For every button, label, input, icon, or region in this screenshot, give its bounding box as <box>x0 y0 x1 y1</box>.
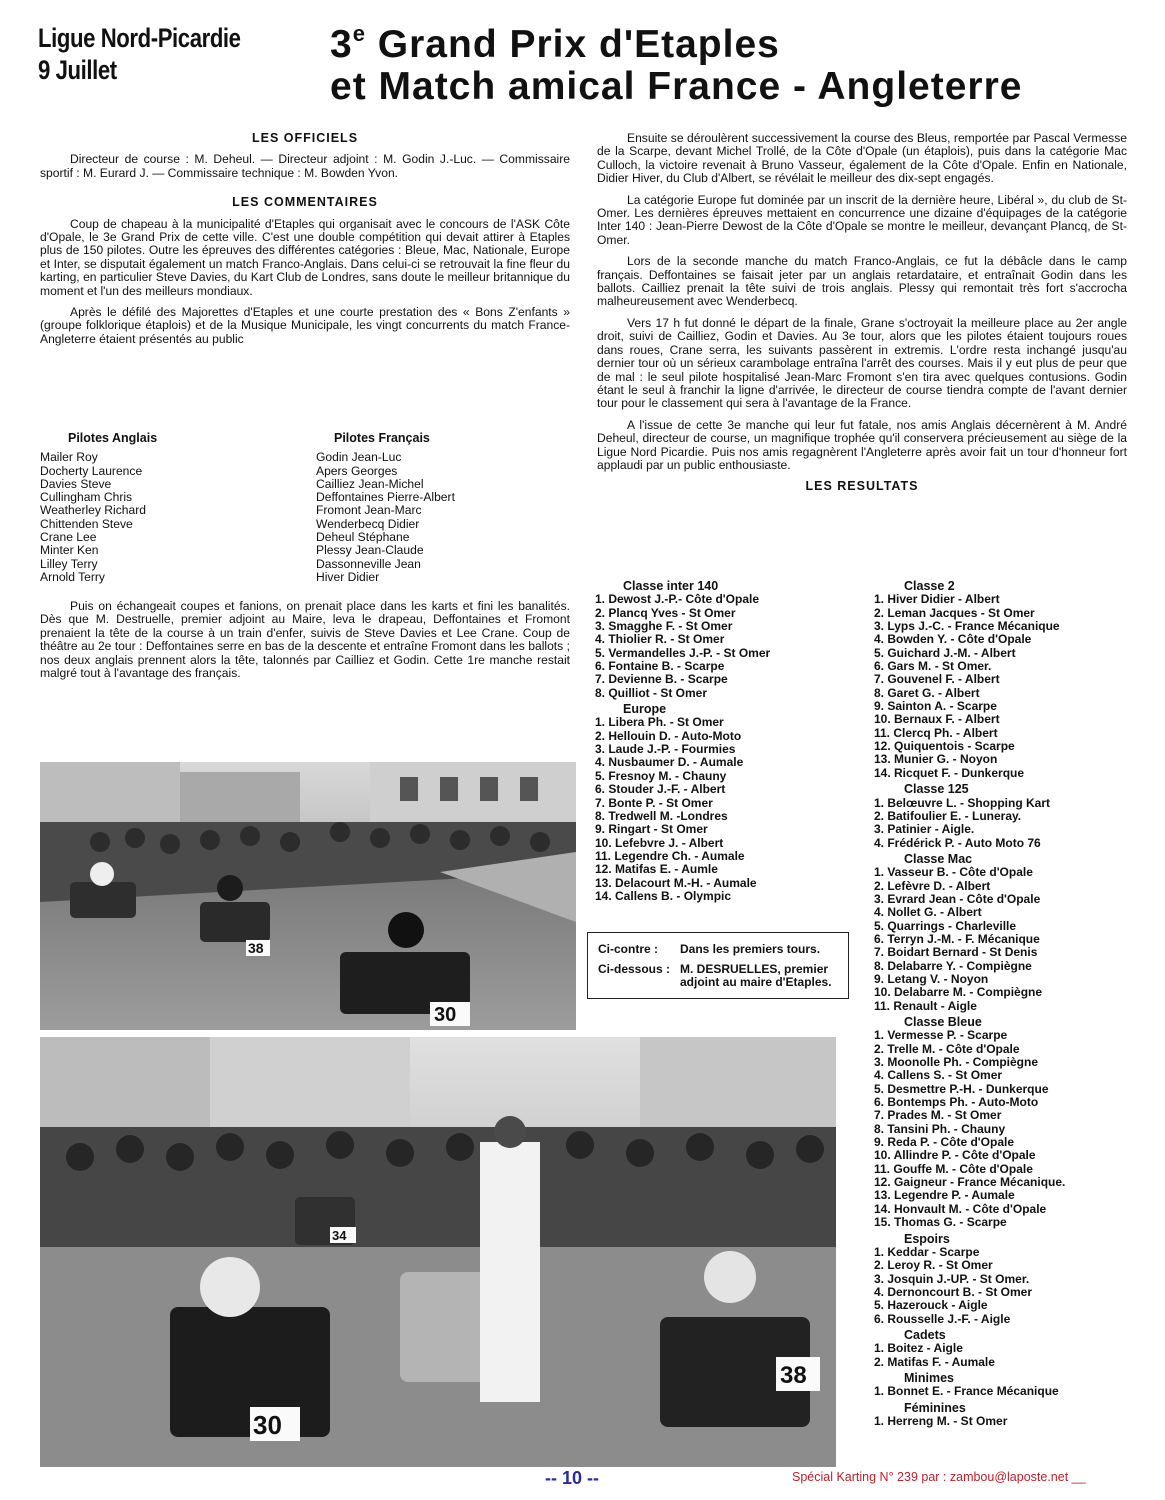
caption-label-1: Ci-contre : <box>598 942 658 956</box>
results-row: 6. Bontemps Ph. - Auto-Moto <box>874 1095 1039 1110</box>
results-row: 5. Guichard J.-M. - Albert <box>874 645 1016 660</box>
officials-text: Directeur de course : M. Deheul. — Directeur adjoint : M. Godin J.-Luc. — Commissaire sportif : M. Eurard J. — Commissaire technique : M. Bowden Yvon. <box>40 152 570 180</box>
english-heading: Pilotes Anglais <box>68 431 158 445</box>
comments-p3-block <box>40 600 570 688</box>
results-class-title: Classe Bleue <box>904 1015 982 1029</box>
french-pilot-item: Cailliez Jean-Michel <box>316 476 424 491</box>
footer-credit: Spécial Karting N° 239 par : zambou@laposte.net __ <box>792 1470 1086 1484</box>
results-row: 2. Batifoulier E. - Luneray. <box>874 808 1022 823</box>
english-pilot-item: Weatherley Richard <box>40 503 146 518</box>
english-pilot-item: Minter Ken <box>40 543 99 558</box>
results-row: 4. Nusbaumer D. - Aumale <box>595 755 744 770</box>
results-row: 8. Tansini Ph. - Chauny <box>874 1121 1006 1136</box>
results-row: 12. Quiquentois - Scarpe <box>874 739 1015 754</box>
results-row: 1. Hiver Didier - Albert <box>874 592 1000 607</box>
results-row: 9. Sainton A. - Scarpe <box>874 699 997 714</box>
right-column <box>597 132 1127 502</box>
results-row: 13. Munier G. - Noyon <box>874 752 998 767</box>
results-row: 5. Desmettre P.-H. - Dunkerque <box>874 1081 1049 1096</box>
french-pilot-item: Wenderbecq Didier <box>316 516 420 531</box>
kart-number-38-bottom: 38 <box>780 1362 807 1389</box>
results-row: 3. Patinier - Aigle. <box>874 822 975 837</box>
results-row: 3. Evrard Jean - Côte d'Opale <box>874 891 1041 906</box>
results-row: 10. Bernaux F. - Albert <box>874 712 1000 727</box>
results-row: 4. Thiolier R. - St Omer <box>595 632 725 647</box>
results-row: 6. Fontaine B. - Scarpe <box>595 659 725 674</box>
article-title <box>330 21 1023 108</box>
results-row: 13. Legendre P. - Aumale <box>874 1188 1015 1203</box>
french-pilot-item: Deffontaines Pierre-Albert <box>316 490 455 505</box>
results-class-title: Europe <box>623 702 667 717</box>
results-row: 2. Lefèvre D. - Albert <box>874 878 991 893</box>
results-row: 8. Delabarre Y. - Compiègne <box>874 958 1032 973</box>
photo-first-laps-image <box>40 762 576 1030</box>
right-p5: A l'issue de cette 3e manche qui leur fut fatale, nos amis Anglais décernèrent à M. André Deheul, directeur de course, un magnifique trophée qu'il conservera précieusement au siège de la Ligue Nord Picardie. Puis nos amis regagnèrent l'Angleterre après avoir fait un tour d'honneur fort applaudi par un public enthousiaste. <box>597 417 1127 472</box>
english-list <box>40 451 300 584</box>
results-row: 1. Libera Ph. - St Omer <box>595 715 724 730</box>
results-row: 6. Stouder J.-F. - Albert <box>595 782 726 797</box>
results-left <box>595 578 855 903</box>
results-row: 3. Josquin J.-UP. - St Omer. <box>874 1271 1030 1286</box>
results-row: 2. Leman Jacques - St Omer <box>874 605 1035 620</box>
results-row: 1. Vasseur B. - Côte d'Opale <box>874 865 1033 880</box>
results-row: 2. Plancq Yves - St Omer <box>595 605 736 620</box>
english-pilot-item: Mailer Roy <box>40 450 98 465</box>
results-row: 1. Boitez - Aigle <box>874 1341 963 1356</box>
right-p2: La catégorie Europe fut dominée par un inscrit de la dernière heure, Libéral », du club de St-Omer. Les dernières épreuves mettaient en concurrence une dizaine d'équipages de la catégorie Inter 140 : Jean-Pierre Dewost de la Côte d'Opale se montre le meilleur, devançant Plancq, de St-Omer. <box>597 192 1127 247</box>
results-row: 14. Ricquet F. - Dunkerque <box>874 765 1025 780</box>
french-pilot-item: Apers Georges <box>316 463 398 478</box>
french-pilot-item: Plessy Jean-Claude <box>316 543 424 558</box>
right-p1: Ensuite se déroulèrent successivement la course des Bleus, remportée par Pascal Vermesse de la Scarpe, devant Michel Trollé, de la Côte d'Opale (un étaplois), puis dans la catégorie Mac Culloch, la victoire revenait à Bruno Vasseur, également de la Côte d'Opale. Enfin en Nationale, Didier Hiver, du Club d'Albert, se révélait le meilleur des dix-sept engagés. <box>597 131 1127 186</box>
results-class-title: Espoirs <box>904 1231 950 1246</box>
results-row: 1. Herreng M. - St Omer <box>874 1413 1008 1428</box>
results-row: 9. Reda P. - Côte d'Opale <box>874 1135 1015 1150</box>
results-row: 4. Bowden Y. - Côte d'Opale <box>874 632 1032 647</box>
event-date: 9 Juillet <box>38 55 117 85</box>
left-column <box>40 132 570 354</box>
results-row: 2. Leroy R. - St Omer <box>874 1258 993 1273</box>
results-row: 12. Matifas E. - Aumle <box>595 862 718 877</box>
results-row: 11. Clercq Ph. - Albert <box>874 725 998 740</box>
title-line2: et Match amical France - Angleterre <box>330 65 1023 108</box>
results-class-title: Classe inter 140 <box>623 579 719 593</box>
results-class-title: Cadets <box>904 1327 946 1342</box>
results-class-title: Minimes <box>904 1370 955 1385</box>
results-row: 5. Hazerouck - Aigle <box>874 1298 988 1313</box>
french-pilots <box>316 432 576 584</box>
results-heading: LES RESULTATS <box>805 479 919 494</box>
results-row: 7. Devienne B. - Scarpe <box>595 672 728 687</box>
results-row: 5. Quarrings - Charleville <box>874 918 1017 933</box>
kart-number-38: 38 <box>248 940 264 956</box>
english-pilot-item: Cullingham Chris <box>40 490 133 505</box>
results-row: 2. Trelle M. - Côte d'Opale <box>874 1041 1020 1056</box>
results-row: 1. Keddar - Scarpe <box>874 1244 980 1259</box>
caption-text-1: Dans les premiers tours. <box>680 942 821 956</box>
comments-p2: Après le défilé des Majorettes d'Etaples et une courte prestation des « Bons Z'enfants » (groupe folklorique étaplois) et de la Musique Municipale, les vingt concurrents du match France-Angleterre étaient présentés au public <box>40 305 570 346</box>
results-row: 3. Smagghe F. - St Omer <box>595 619 733 634</box>
results-row: 5. Fresnoy M. - Chauny <box>595 768 727 783</box>
kart-number-34: 34 <box>332 1228 347 1243</box>
right-p3: Lors de la seconde manche du match Franco-Anglais, ce fut la débâcle dans le camp français. Deffontaines se faisait jeter par un anglais retardataire, et entraînait Godin dans les ballots. Cailliez prenait la tête suivi de trois anglais. Plessy qui remontait très fort s'accrocha malheureusement avec Wenderbecq. <box>597 254 1127 309</box>
results-row: 9. Ringart - St Omer <box>595 822 708 837</box>
results-row: 7. Gouvenel F. - Albert <box>874 672 1000 687</box>
results-class-title: Féminines <box>904 1400 966 1415</box>
results-row: 15. Thomas G. - Scarpe <box>874 1215 1007 1230</box>
results-row: 1. Dewost J.-P.- Côte d'Opale <box>595 592 760 607</box>
photo-first-laps <box>40 762 576 1030</box>
french-heading: Pilotes Français <box>334 431 430 445</box>
officials-heading: LES OFFICIELS <box>251 131 359 145</box>
results-row: 10. Delabarre M. - Compiègne <box>874 985 1043 1000</box>
title-sup: e <box>352 21 366 46</box>
french-list <box>316 451 576 584</box>
results-row: 2. Hellouin D. - Auto-Moto <box>595 728 742 743</box>
french-pilot-item: Fromont Jean-Marc <box>316 503 422 518</box>
results-row: 3. Laude J.-P. - Fourmies <box>595 742 736 757</box>
english-pilot-item: Davies Steve <box>40 476 112 491</box>
results-row: 4. Dernoncourt B. - St Omer <box>874 1284 1033 1299</box>
results-right <box>868 578 1133 1428</box>
french-pilot-item: Godin Jean-Luc <box>316 450 402 465</box>
results-row: 3. Moonolle Ph. - Compiègne <box>874 1055 1039 1070</box>
comments-p1: Coup de chapeau à la municipalité d'Etaples qui organisait avec le concours de l'ASK Côte d'Opale, le 3e Grand Prix de cette ville. C'est une double compétition qui devait attirer à Etaples plus de 150 pilotes. Outre les épreuves des différentes catégories : Bleue, Mac, Nationale, Europe et Inter, se disputait également un match Franco-Anglais. Dans celui-ci se retrouvait la fine fleur du karting, en particulier Steve Davies, du Kart Club de Londres, sans doute le meilleur britannique du moment et l'un des meilleurs mondiaux. <box>40 216 570 298</box>
results-row: 12. Gaigneur - France Mécanique. <box>874 1175 1066 1190</box>
english-pilot-item: Arnold Terry <box>40 569 105 584</box>
photo-caption <box>587 932 849 999</box>
results-row: 3. Lyps J.-C. - France Mécanique <box>874 619 1060 634</box>
results-row: 14. Callens B. - Olympic <box>595 888 732 903</box>
results-row: 6. Gars M. - St Omer. <box>874 659 992 674</box>
results-row: 6. Rousselle J.-F. - Aigle <box>874 1311 1011 1326</box>
english-pilots <box>40 432 300 584</box>
results-row: 10. Lefebvre J. - Albert <box>595 835 724 850</box>
results-row: 1. Bonnet E. - France Mécanique <box>874 1384 1059 1399</box>
results-row: 4. Nollet G. - Albert <box>874 905 982 920</box>
kart-number-30: 30 <box>434 1004 457 1026</box>
results-row: 8. Tredwell M. -Londres <box>595 808 728 823</box>
title-num: 3 <box>330 23 353 66</box>
caption-label-2: Ci-dessous : <box>598 961 671 976</box>
comments-p3: Puis on échangeait coupes et fanions, on prenait place dans les karts et fini les banalités. Dès que M. Destruelle, premier adjoint au Maire, leva le drapeau, Deffontaines et Fromont prenaient la tête de la course à un train d'enfer, suivis de Steve Davies et Lee Crane. Coup de théâtre au 2e tour : Deffontaines serre en bas de la descente et entraîne Fromont dans les ballots ; nos deux anglais prennent alors la tête, talonnés par Cailliez et Godin. Cette 1re manche restait malgré tout à l'avantage des français. <box>40 599 570 681</box>
results-row: 11. Legendre Ch. - Aumale <box>595 848 745 863</box>
results-row: 4. Callens S. - St Omer <box>874 1068 1003 1083</box>
photo-desruelles-image <box>40 1037 836 1467</box>
kart-number-30-bottom: 30 <box>253 1410 282 1440</box>
results-class-title: Classe Mac <box>904 851 973 866</box>
caption-text-2: M. DESRUELLES, premier adjoint au maire d'Etaples. <box>680 961 832 989</box>
french-pilot-item: Deheul Stéphane <box>316 530 410 545</box>
results-row: 1. Vermesse P. - Scarpe <box>874 1028 1008 1043</box>
results-row: 7. Bonte P. - St Omer <box>595 795 713 810</box>
comments-heading: LES COMMENTAIRES <box>232 195 378 210</box>
results-row: 11. Renault - Aigle <box>874 998 977 1013</box>
results-row: 1. Belœuvre L. - Shopping Kart <box>874 795 1051 810</box>
results-row: 11. Gouffe M. - Côte d'Opale <box>874 1161 1033 1176</box>
english-pilot-item: Crane Lee <box>40 530 97 545</box>
title-line1: Grand Prix d'Etaples <box>365 23 780 66</box>
results-class-title: Classe 2 <box>904 579 955 593</box>
french-pilot-item: Hiver Didier <box>316 569 380 584</box>
english-pilot-item: Docherty Laurence <box>40 463 143 478</box>
results-row: 7. Boidart Bernard - St Denis <box>874 945 1038 960</box>
page-number: -- 10 -- <box>545 1468 599 1488</box>
league-name: Ligue Nord-Picardie <box>38 23 241 53</box>
results-row: 8. Quilliot - St Omer <box>595 685 708 700</box>
results-class-title: Classe 125 <box>904 782 969 797</box>
english-pilot-item: Chittenden Steve <box>40 516 133 531</box>
results-row: 8. Garet G. - Albert <box>874 685 980 700</box>
french-pilot-item: Dassonneville Jean <box>316 556 421 571</box>
league-label <box>38 22 241 86</box>
results-row: 6. Terryn J.-M. - F. Mécanique <box>874 931 1040 946</box>
results-row: 4. Frédérick P. - Auto Moto 76 <box>874 835 1041 850</box>
results-row: 10. Allindre P. - Côte d'Opale <box>874 1148 1036 1163</box>
photo-desruelles <box>40 1037 836 1467</box>
results-row: 13. Delacourt M.-H. - Aumale <box>595 875 757 890</box>
results-row: 7. Prades M. - St Omer <box>874 1108 1002 1123</box>
english-pilot-item: Lilley Terry <box>40 556 98 571</box>
results-row: 9. Letang V. - Noyon <box>874 971 989 986</box>
results-row: 2. Matifas F. - Aumale <box>874 1354 995 1369</box>
results-row: 14. Honvault M. - Côte d'Opale <box>874 1201 1047 1216</box>
right-p4: Vers 17 h fut donné le départ de la finale, Grane s'octroyait la meilleure place au 2er angle droit, suivi de Cailliez, Godin et Davies. Au 3e tour, alors que les pilotes étaient toujours roues dans roues, Crane serra, les suivants passèrent in extremis. L'ordre resta inchangé jusqu'au dernier tour où un sérieux carambolage entraîna l'arrêt des courses. Mais il y eut plus de peur que de mal : le seul pilote hospitalisé Jean-Marc Fromont s'en tira avec quelques contusions. Godin étant le seul à franchir la ligne d'arrivée, le directeur de course tiendra compte de l'avant dernier tour pour le classement qui sera à l'avantage de la France. <box>597 315 1127 411</box>
results-row: 5. Vermandelles J.-P. - St Omer <box>595 645 771 660</box>
